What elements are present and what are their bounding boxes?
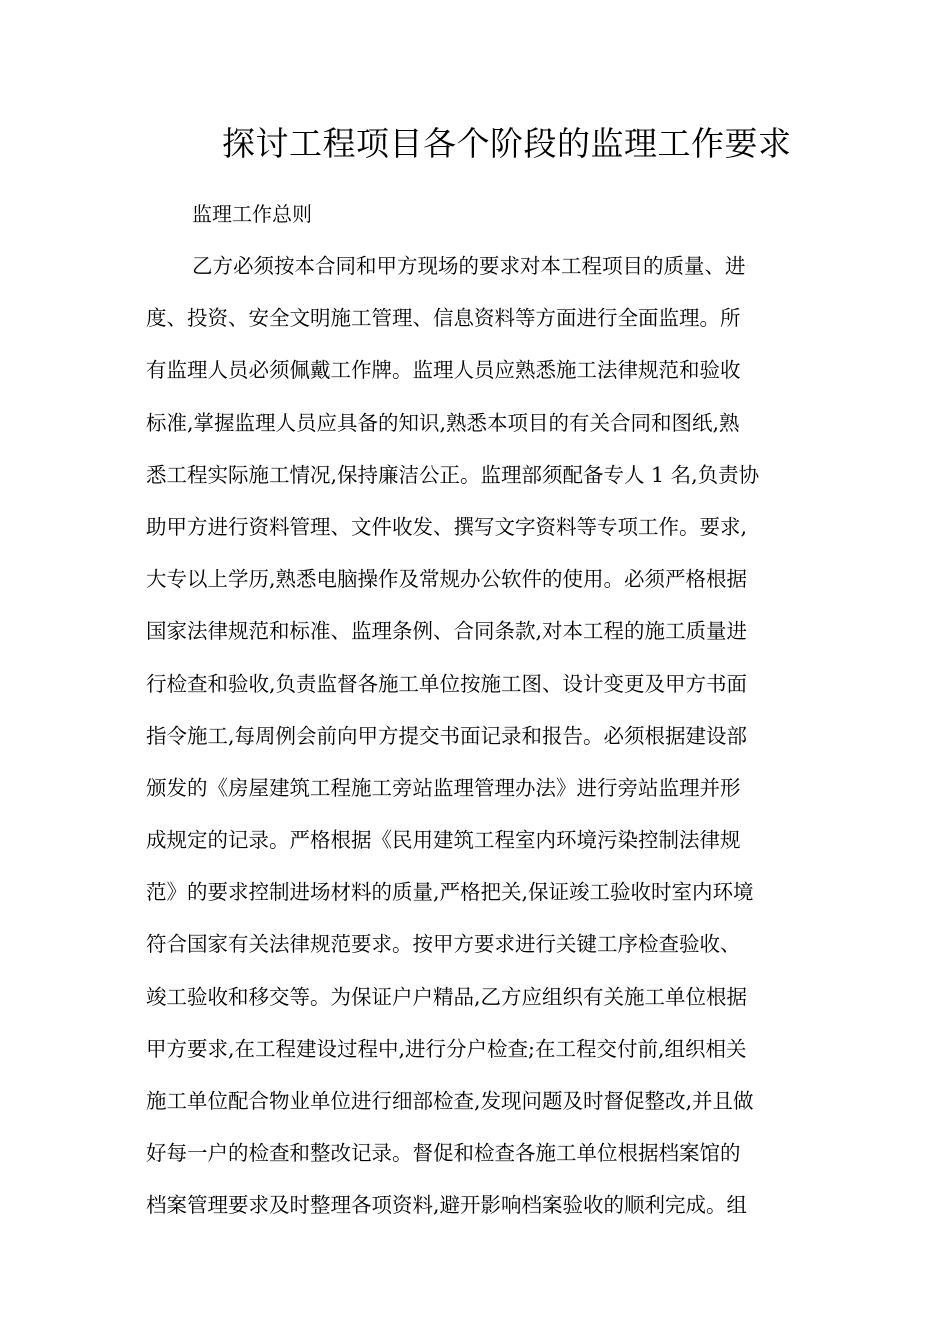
document-title: 探讨工程项目各个阶段的监理工作要求 [222, 124, 792, 163]
paragraph-line: 悉工程实际施工情况,保持廉洁公正。监理部须配备专人 1 名,负责协 [146, 462, 760, 487]
paragraph-line: 档案管理要求及时整理各项资料,避开影响档案验收的顺利完成。组 [146, 1193, 748, 1218]
paragraph-line: 施工单位配合物业单位进行细部检查,发现问题及时督促整改,并且做 [146, 1089, 754, 1113]
paragraph-line: 有监理人员必须佩戴工作牌。监理人员应熟悉施工法律规范和验收 [146, 358, 741, 383]
paragraph-line: 指令施工,每周例会前向甲方提交书面记录和报告。必须根据建设部 [146, 723, 748, 748]
paragraph-line: 符合国家有关法律规范要求。按甲方要求进行关键工序检查验收、 [146, 932, 741, 957]
paragraph-line: 甲方要求,在工程建设过程中,进行分户检查;在工程交付前,组织相关 [146, 1036, 747, 1061]
paragraph-line: 颁发的《房屋建筑工程施工旁站监理管理办法》进行旁站监理并形 [146, 775, 741, 800]
paragraph-line: 成规定的记录。严格根据《民用建筑工程室内环境污染控制法律规 [146, 828, 741, 853]
paragraph-line: 竣工验收和移交等。为保证户户精品,乙方应组织有关施工单位根据 [146, 984, 748, 1009]
paragraph-line: 好每一户的检查和整改记录。督促和检查各施工单位根据档案馆的 [146, 1141, 741, 1166]
paragraph-line: 行检查和验收,负责监督各施工单位按施工图、设计变更及甲方书面 [146, 671, 748, 696]
paragraph [146, 246, 816, 1238]
paragraph-line: 助甲方进行资料管理、文件收发、撰写文字资料等专项工作。要求, [146, 514, 748, 539]
paragraph-line: 大专以上学历,熟悉电脑操作及常规办公软件的使用。必须严格根据 [146, 567, 748, 592]
paragraph-line: 范》的要求控制进场材料的质量,严格把关,保证竣工验收时室内环境 [146, 880, 754, 905]
paragraph-line: 度、投资、安全文明施工管理、信息资料等方面进行全面监理。所 [146, 306, 741, 331]
paragraph-line: 标准,掌握监理人员应具备的知识,熟悉本项目的有关合同和图纸,熟 [146, 410, 740, 435]
section-heading: 监理工作总则 [192, 202, 312, 226]
paragraph-line: 国家法律规范和标准、监理条例、合同条款,对本工程的施工质量进 [146, 619, 748, 644]
paragraph-line: 乙方必须按本合同和甲方现场的要求对本工程项目的质量、进 [192, 254, 746, 278]
